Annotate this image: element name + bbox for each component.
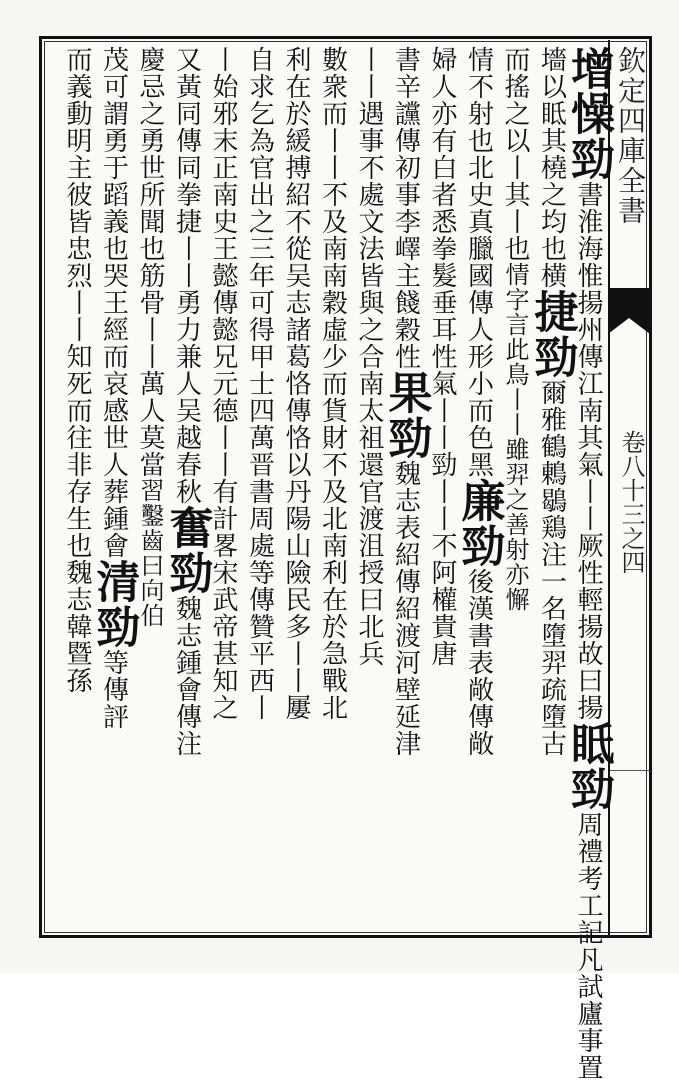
text-run: 墻以眡其橈之均也横: [536, 46, 567, 289]
text-run: 慶忌之勇世所聞也筋骨丨丨萬人莫當: [135, 46, 165, 478]
headword: 捷勁: [526, 289, 578, 379]
text-run: 丨丨遇事不處文法皆與之合: [354, 46, 384, 370]
text-run: 魏志表紹傳紹渡河壁延津: [390, 460, 421, 757]
headword: 增懆勁: [563, 46, 614, 181]
text-run: 數衆而丨丨不及南南穀虛少而貨財不及北南利在於急戰北: [317, 46, 348, 721]
text-run: 周禮考工記凡試廬事置: [573, 811, 603, 1081]
text-run: 魏志鍾會傳注: [171, 595, 202, 757]
headword: 奮勁: [161, 505, 213, 595]
text-run: 丨始邪末正南史王懿傳懿兄元德丨丨有計畧宋武帝甚知之: [208, 46, 238, 721]
text-run: 情不射也北史真臘國傳人形小而色黑: [463, 46, 494, 478]
text-run: 氣丨丨厥性輕揚故曰揚: [573, 451, 603, 721]
headword: 眡勁: [563, 721, 614, 811]
text-run: 利在於緩搏紹不從吴志諸葛恪傳恪以丹陽山險民多丨丨屢: [281, 46, 311, 721]
text-run: 等傳評: [98, 649, 129, 730]
book-title: 欽定四庫全書: [614, 46, 647, 226]
text-run: 書淮海惟揚州傳江南其: [573, 181, 603, 451]
text-run: 情字言此鳥丨丨雖羿之善射亦懈: [501, 262, 529, 612]
text-run: 孫: [62, 667, 92, 694]
text-run: 茂可謂勇于蹈義也哭王經而哀感世人葬鍾會: [98, 46, 129, 559]
text-run: 習鑿齒曰向伯: [136, 478, 164, 628]
text-run: 南太祖還官渡沮授曰北兵: [354, 370, 384, 667]
fishtail-mark-icon: [608, 288, 650, 334]
text-run: 自求乞為官出之三年可得甲士四萬晋書周處等傳贊平西丨: [244, 46, 275, 721]
headword: 果勁: [380, 370, 432, 460]
text-run: 而義動明主彼皆忠烈丨丨知死而往非存生也: [62, 46, 92, 559]
text-column: [55, 46, 99, 926]
text-run: 書辛讜傳初事李嶧主餞穀性: [390, 46, 421, 370]
text-run: 勁丨丨不阿權貴唐: [427, 451, 457, 667]
margin-rule: [610, 770, 650, 771]
text-run: 後漢書表敞傳敞: [463, 568, 494, 757]
text-run: 爾雅鶴鶇鶡鶏注一名墮羿疏墮古: [536, 379, 567, 757]
text-run: 婦人亦有白者悉拳髮垂耳性氣丨丨: [427, 46, 457, 451]
headword: 清勁: [88, 559, 140, 649]
headword: 廉勁: [453, 478, 505, 568]
text-run: 而搖之以丨其丨也: [500, 46, 530, 262]
text-run: 又黃同傳同拳捷丨丨勇力兼人吴越春秋: [171, 46, 202, 505]
text-run: 魏志韓暨: [62, 559, 92, 667]
juan-number: 卷八十三之四: [617, 430, 645, 574]
